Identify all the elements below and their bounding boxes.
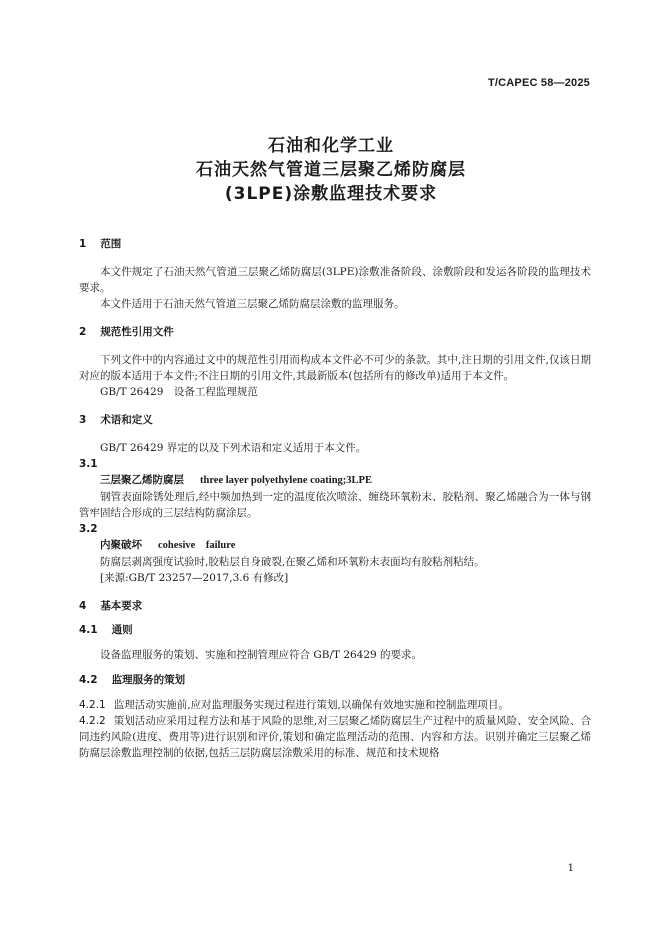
reference-item: GB/T 26429 设备工程监理规范	[100, 386, 258, 398]
page-number: 1	[567, 863, 574, 874]
scope-paragraph-1: 本文件规定了石油天然气管道三层聚乙烯防腐层(3LPE)涂敷准备阶段、涂敷阶段和发运各阶段的监理技术要求。	[79, 266, 591, 294]
section-number: 3	[79, 414, 87, 426]
clause-4-2-2	[79, 713, 591, 761]
term-3-2-entry	[79, 537, 591, 554]
section-4-heading	[79, 599, 591, 613]
section-title: 基本要求	[100, 600, 143, 612]
term-english: three layer polyethylene coating;3LPE	[200, 475, 372, 486]
general-paragraph: 设备监理服务的策划、实施和控制管理应符合 GB/T 26429 的要求。	[100, 649, 423, 661]
scope-paragraph-2: 本文件适用于石油天然气管道三层聚乙烯防腐层涂敷的监理服务。	[100, 298, 405, 310]
title-line-2: 石油天然气管道三层聚乙烯防腐层	[196, 160, 466, 180]
title-line-3: (3LPE)涂敷监理技术要求	[224, 184, 438, 204]
normative-references-paragraph: 下列文件中的内容通过文中的规范性引用而构成本文件必不可少的条款。其中,注日期的引用文件,仅该日期对应的版本适用于本文件;不注日期的引用文件,其最新版本(包括所有的修改单)适用于本文件。	[79, 354, 591, 382]
section-title: 术语和定义	[100, 414, 153, 426]
clause-number: 4.2.2	[79, 715, 106, 727]
term-3-2-definition: 防腐层剥离强度试验时,胶粘层自身破裂,在聚乙烯和环氧粉末表面均有胶粘剂粘结。	[100, 556, 485, 568]
subsection-title: 监理服务的策划	[111, 674, 186, 686]
clause-text: 策划活动应采用过程方法和基于风险的思维,对三层聚乙烯防腐层生产过程中的质量风险、安全风险、合同违约风险(进度、费用等)进行识别和评价,策划和确定监理活动的范围、内容和方法。识别并确定三层聚乙烯防腐层涂敷监理控制的依据,包括三层防腐层涂敷采用的标准、规范和技术规格	[79, 715, 591, 759]
section-title: 规范性引用文件	[100, 326, 174, 338]
section-title: 范围	[100, 238, 122, 250]
section-number: 1	[79, 238, 87, 250]
clause-4-2-1	[79, 697, 591, 713]
document-body	[79, 237, 591, 761]
title-line-1: 石油和化学工业	[268, 136, 394, 156]
terms-intro: GB/T 26429 界定的以及下列术语和定义适用于本文件。	[100, 442, 367, 454]
term-chinese: 内聚破坏	[100, 539, 142, 551]
standard-code: T/CAPEC 58—2025	[487, 77, 590, 89]
subsection-number: 4.1	[79, 624, 98, 636]
section-number: 2	[79, 326, 87, 338]
section-2-heading	[79, 325, 591, 339]
document-title	[0, 134, 662, 206]
term-3-2-source: [来源:GB/T 23257—2017,3.6 有修改]	[100, 572, 289, 584]
term-3-1-definition: 钢管表面除锈处理后,经中频加热到一定的温度依次喷涂、缠绕环氧粉末、胶粘剂、聚乙烯融合为一体与钢管牢固结合形成的三层结构防腐涂层。	[79, 491, 591, 519]
section-1-heading	[79, 237, 591, 251]
term-english: cohesive failure	[158, 540, 236, 551]
section-3-heading	[79, 413, 591, 427]
subsection-4-1-heading	[79, 623, 591, 637]
term-3-2-number: 3.2	[79, 523, 98, 535]
clause-text: 监理活动实施前,应对监理服务实现过程进行策划,以确保有效地实施和控制监理项目。	[113, 699, 509, 711]
term-3-1-entry	[79, 472, 591, 489]
section-number: 4	[79, 600, 87, 612]
term-3-1-number: 3.1	[79, 458, 98, 470]
term-chinese: 三层聚乙烯防腐层	[100, 474, 184, 486]
clause-number: 4.2.1	[79, 699, 106, 711]
subsection-4-2-heading	[79, 673, 591, 687]
subsection-title: 通则	[111, 624, 133, 636]
subsection-number: 4.2	[79, 674, 98, 686]
